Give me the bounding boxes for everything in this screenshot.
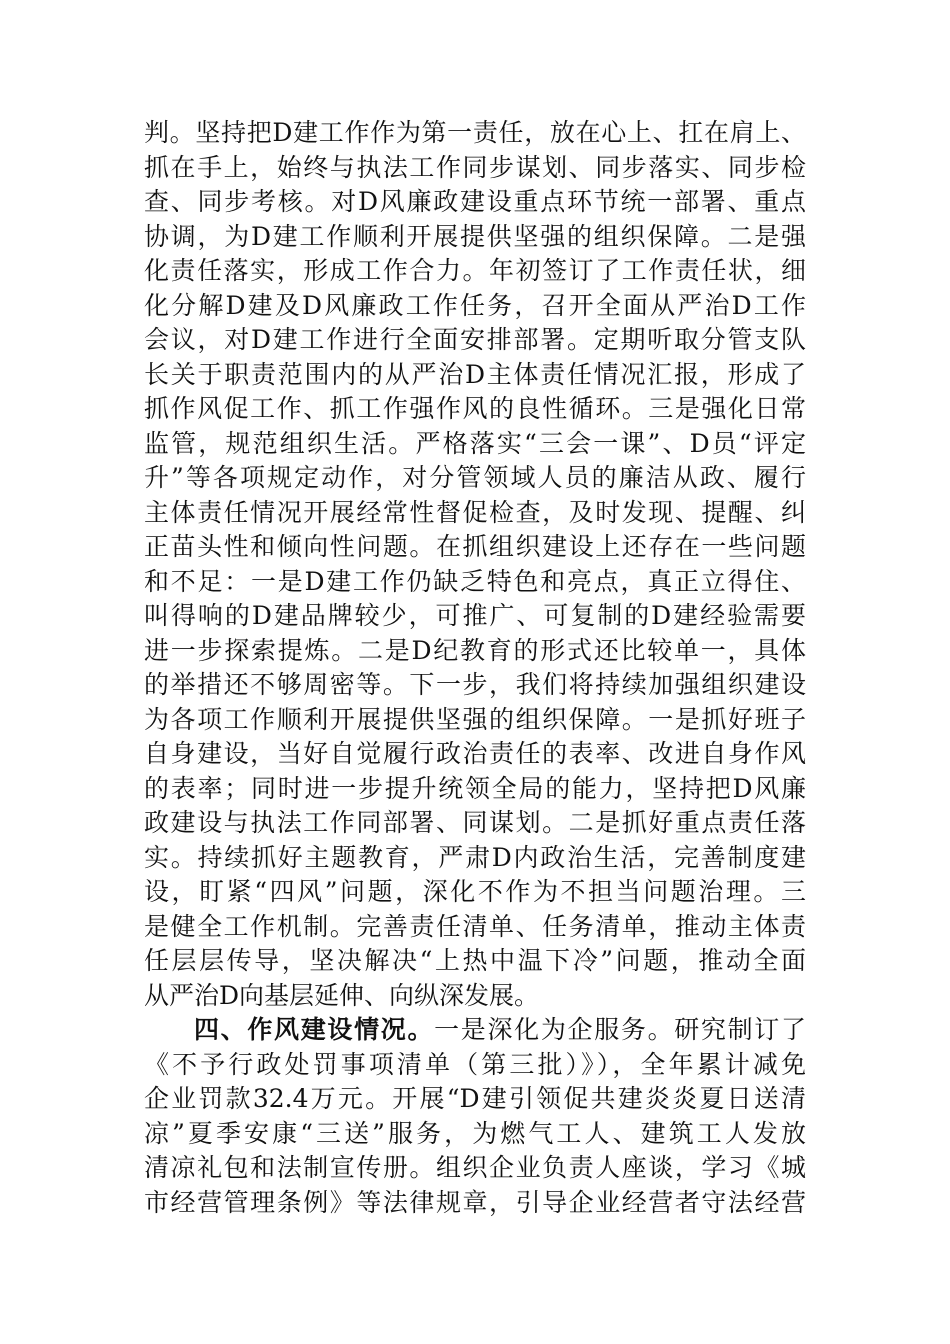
body-text bbox=[144, 116, 806, 1220]
section-heading: 四、作风建设情况。 bbox=[194, 1015, 435, 1044]
text-line: 《不予行政处罚事项清单（第三批）》），全年累计减免 bbox=[144, 1049, 806, 1079]
text-line: 查、同步考核。对D风廉政建设重点环节统一部署、重点 bbox=[144, 187, 806, 216]
text-line: 升”等各项规定动作，对分管领域人员的廉洁从政、履行 bbox=[144, 463, 806, 492]
text-span: 一是深化为企服务。研究制订了 bbox=[434, 1015, 806, 1044]
text-line: 政建设与执法工作同部署、同谋划。二是抓好重点责任落 bbox=[144, 808, 806, 837]
paragraph-party-building bbox=[144, 116, 806, 1013]
text-line: 从严治D向基层延伸、向纵深发展。 bbox=[144, 980, 540, 1010]
text-line: 设，盯紧“四风”问题，深化不作为不担当问题治理。三 bbox=[144, 877, 806, 906]
text-line: 自身建设，当好自觉履行政治责任的表率、改进自身作风 bbox=[144, 739, 806, 768]
paragraph-first-line bbox=[144, 1013, 806, 1048]
text-line: 企业罚款32.4万元。开展“D建引领促共建炎炎夏日送清 bbox=[144, 1084, 806, 1113]
text-line: 的表率；同时进一步提升统领全局的能力，坚持把D风廉 bbox=[144, 773, 806, 803]
text-line: 市经营管理条例》等法律规章，引导企业经营者守法经营 bbox=[144, 1187, 806, 1217]
text-line: 清凉礼包和法制宣传册。组织企业负责人座谈，学习《城 bbox=[144, 1153, 806, 1182]
text-line: 是健全工作机制。完善责任清单、任务清单，推动主体责 bbox=[144, 911, 806, 941]
text-line: 长关于职责范围内的从严治D主体责任情况汇报，形成了 bbox=[144, 359, 806, 389]
text-line: 协调，为D建工作顺利开展提供坚强的组织保障。二是强 bbox=[144, 221, 806, 251]
text-line: 判。坚持把D建工作作为第一责任，放在心上、扛在肩上、 bbox=[144, 118, 806, 147]
text-line: 和不足：一是D建工作仍缺乏特色和亮点，真正立得住、 bbox=[144, 566, 806, 596]
text-line: 任层层传导，坚决解决“上热中温下冷”问题，推动全面 bbox=[144, 946, 806, 975]
text-line: 抓在手上，始终与执法工作同步谋划、同步落实、同步检 bbox=[144, 152, 806, 182]
text-line: 化责任落实，形成工作合力。年初签订了工作责任状，细 bbox=[144, 256, 806, 285]
text-line: 凉”夏季安康“三送”服务，为燃气工人、建筑工人发放 bbox=[144, 1118, 806, 1148]
text-line: 实。持续抓好主题教育，严肃D内政治生活，完善制度建 bbox=[144, 842, 806, 872]
text-line: 的举措还不够周密等。下一步，我们将持续加强组织建设 bbox=[144, 670, 806, 699]
text-line: 监管，规范组织生活。严格落实“三会一课”、D员“评定 bbox=[144, 428, 806, 458]
text-line: 会议，对D建工作进行全面安排部署。定期听取分管支队 bbox=[144, 325, 806, 354]
text-line: 主体责任情况开展经常性督促检查，及时发现、提醒、纠 bbox=[144, 497, 806, 527]
text-line: 抓作风促工作、抓工作强作风的良性循环。三是强化日常 bbox=[144, 394, 806, 423]
text-line: 化分解D建及D风廉政工作任务，召开全面从严治D工作 bbox=[144, 290, 806, 320]
text-line: 进一步探索提炼。二是D纪教育的形式还比较单一，具体 bbox=[144, 635, 806, 665]
paragraph-work-style bbox=[144, 1013, 806, 1220]
text-line: 叫得响的D建品牌较少，可推广、可复制的D建经验需要 bbox=[144, 601, 806, 630]
text-line: 正苗头性和倾向性问题。在抓组织建设上还存在一些问题 bbox=[144, 532, 806, 561]
text-line: 为各项工作顺利开展提供坚强的组织保障。一是抓好班子 bbox=[144, 704, 806, 734]
